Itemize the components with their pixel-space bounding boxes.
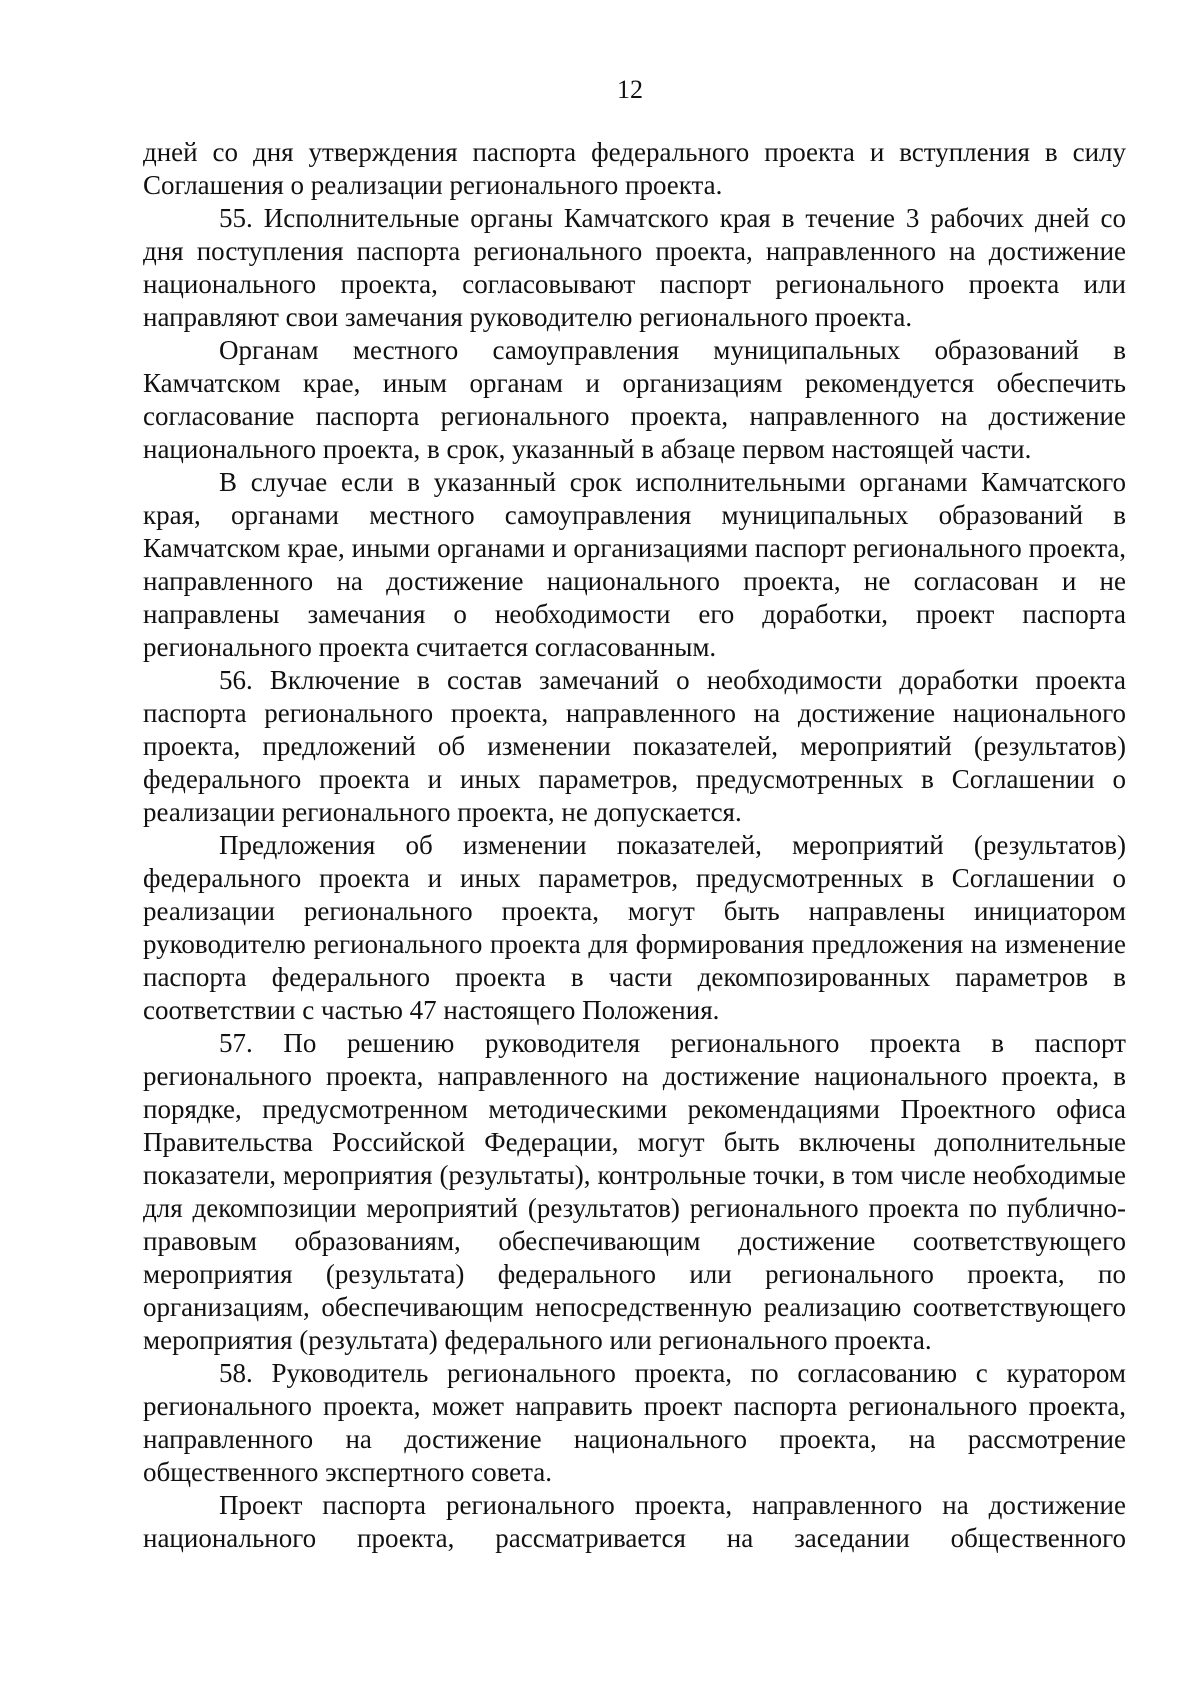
document-body bbox=[143, 136, 1126, 1555]
paragraph-55: 55. Исполнительные органы Камчатского края в течение 3 рабочих дней со дня поступления паспорта регионального проекта, направленного на достижение национального проекта, согласовывают паспорт регионального проекта или направляют свои замечания руководителю регионального проекта. bbox=[143, 203, 1126, 332]
paragraph-56-proposals: Предложения об изменении показателей, мероприятий (результатов) федерального проекта и иных параметров, предусмотренных в Соглашении о реализации регионального проекта, могут быть направлены инициатором руководителю регионального проекта для формирования предложения на изменение паспорта федерального проекта в части декомпозированных параметров в соответствии с частью 47 настоящего Положения. bbox=[143, 830, 1126, 1025]
page-number: 12 bbox=[617, 75, 643, 104]
paragraph-58-review: Проект паспорта регионального проекта, направленного на достижение национального проекта, рассматривается на заседании общественного bbox=[143, 1490, 1126, 1553]
paragraph-56: 56. Включение в состав замечаний о необходимости доработки проекта паспорта регионального проекта, направленного на достижение национального проекта, предложений об изменении показателей, мероприятий (результатов) федерального проекта и иных параметров, предусмотренных в Соглашении о реализации регионального проекта, не допускается. bbox=[143, 665, 1126, 827]
paragraph-57: 57. По решению руководителя регионального проекта в паспорт регионального проекта, направленного на достижение национального проекта, в порядке, предусмотренном методическими рекомендациями Проектного офиса Правительства Российской Федерации, могут быть включены дополнительные показатели, мероприятия (результаты), контрольные точки, в том числе необходимые для декомпозиции мероприятий (результатов) регионального проекта по публично-правовым образованиям, обеспечивающим достижение соответствующего мероприятия (результата) федерального или регионального проекта, по организациям, обеспечивающим непосредственную реализацию соответствующего мероприятия (результата) федерального или регионального проекта. bbox=[143, 1028, 1126, 1355]
paragraph-58: 58. Руководитель регионального проекта, по согласованию с куратором регионального проекта, может направить проект паспорта регионального проекта, направленного на достижение национального проекта, на рассмотрение общественного экспертного совета. bbox=[143, 1358, 1126, 1487]
paragraph-55-local-authorities: Органам местного самоуправления муниципальных образований в Камчатском крае, иным органам и организациям рекомендуется обеспечить согласование паспорта регионального проекта, направленного на достижение национального проекта, в срок, указанный в абзаце первом настоящей части. bbox=[143, 335, 1126, 464]
paragraph-55-deemed-approved: В случае если в указанный срок исполнительными органами Камчатского края, органами местного самоуправления муниципальных образований в Камчатском крае, иными органами и организациями паспорт регионального проекта, направленного на достижение национального проекта, не согласован и не направлены замечания о необходимости его доработки, проект паспорта регионального проекта считается согласованным. bbox=[143, 467, 1126, 662]
paragraph-continuation: дней со дня утверждения паспорта федерального проекта и вступления в силу Соглашения о реализации регионального проекта. bbox=[143, 137, 1126, 200]
